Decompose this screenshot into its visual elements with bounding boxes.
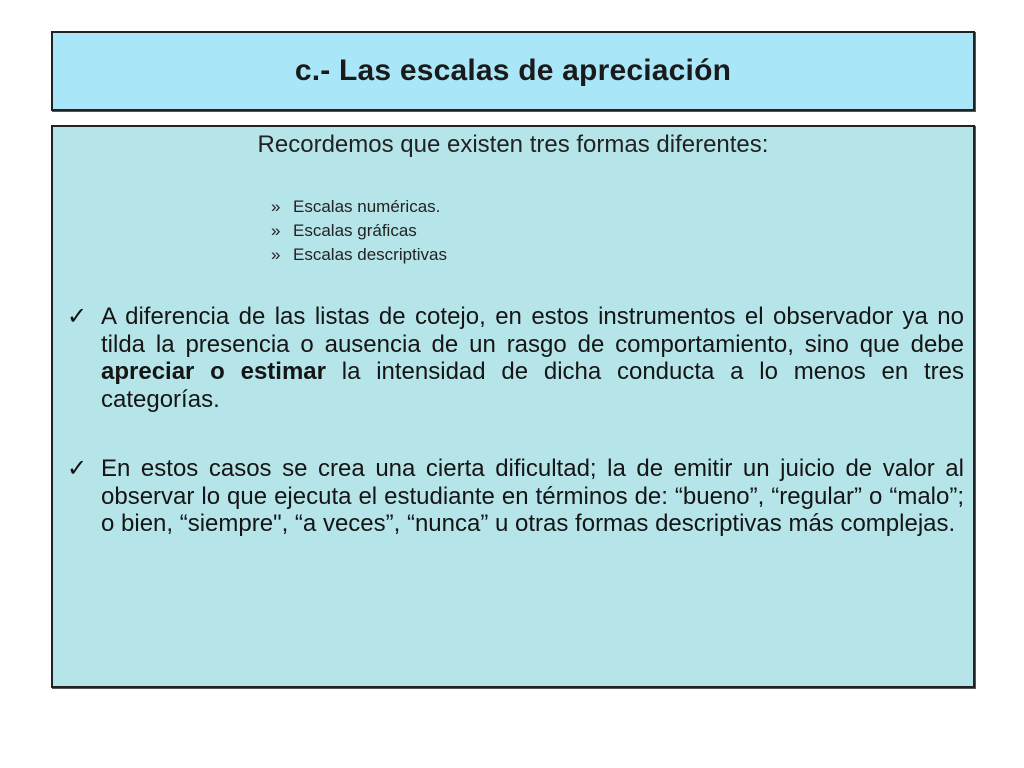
check-bullet-1 xyxy=(61,303,964,413)
title-banner xyxy=(51,31,975,111)
check-icon: ✓ xyxy=(67,455,88,482)
bullet-marker: » xyxy=(271,245,281,264)
slide-title: c.- Las escalas de apreciación xyxy=(294,54,732,87)
bullet-1-text-end: la intensidad de dicha conducta a lo menos en tres categorías. xyxy=(101,358,964,413)
scale-types-list xyxy=(271,195,447,267)
bullet-1-emphasis: apreciar o estimar xyxy=(101,358,326,385)
content-panel xyxy=(51,125,975,688)
check-bullet-2 xyxy=(61,455,964,538)
check-icon: ✓ xyxy=(67,303,88,330)
scale-type-graphic: Escalas gráficas xyxy=(293,221,417,240)
bullet-paragraph-2: En estos casos se crea una cierta dificultad; la de emitir un juicio de valor al observar lo que ejecuta el estudiante en términos de: “bueno”, “regular” o “malo”; o bien, “siempre", “a veces”, “nunca” u otras formas descriptivas más complejas. xyxy=(101,455,964,537)
bullet-1-text-start: A diferencia de las listas de cotejo, en estos instrumentos el observador ya no tilda la presencia o ausencia de un rasgo de comportamiento, sino que debe xyxy=(101,303,964,358)
list-item xyxy=(271,243,447,267)
bullet-marker: » xyxy=(271,197,281,216)
bullet-paragraph-1 xyxy=(101,303,964,413)
scale-type-descriptive: Escalas descriptivas xyxy=(293,245,448,264)
scale-type-numeric: Escalas numéricas. xyxy=(293,197,441,216)
intro-text: Recordemos que existen tres formas diferentes: xyxy=(257,131,769,158)
list-item xyxy=(271,219,447,243)
bullet-marker: » xyxy=(271,221,281,240)
list-item xyxy=(271,195,447,219)
